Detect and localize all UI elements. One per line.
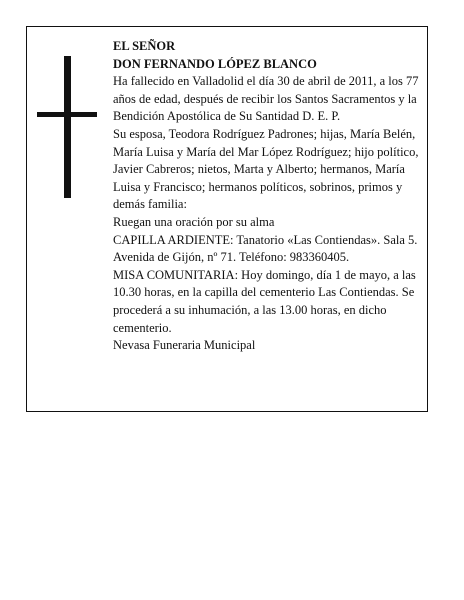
cross-vertical-bar bbox=[64, 56, 71, 198]
deceased-name: DON FERNANDO LÓPEZ BLANCO bbox=[113, 56, 317, 71]
funeral-chapel-details: CAPILLA ARDIENTE: Tanatorio «Las Contiendas». Sala 5. Avenida de Gijón, nº 71. Teléfono: 983360405. bbox=[113, 232, 418, 265]
cross-horizontal-bar bbox=[37, 112, 97, 117]
mass-and-burial-details: MISA COMUNITARIA: Hoy domingo, día 1 de mayo, a las 10.30 horas, en la capilla del cementerio Las Contiendas. Se procederá a su inhumación, a las 13.00 horas, en dicho cementerio. bbox=[113, 267, 416, 335]
obituary-notice bbox=[26, 26, 428, 412]
cross-icon bbox=[37, 56, 97, 198]
funeral-home: Nevasa Funeraria Municipal bbox=[113, 338, 256, 353]
family-members: Su esposa, Teodora Rodríguez Padrones; hijas, María Belén, María Luisa y María del Mar López Rodríguez; hijo político, Javier Cabreros; nietos, Marta y Alberto; hermanos, María Luisa y Francisco; hermanos políticos, sobrinos, primos y demás familia: bbox=[113, 126, 419, 212]
death-announcement: Ha fallecido en Valladolid el día 30 de abril de 2011, a los 77 años de edad, después de recibir los Santos Sacramentos y la Bendición Apostólica de Su Santidad D. E. P. bbox=[113, 74, 419, 124]
prayer-request: Ruegan una oración por su alma bbox=[113, 214, 275, 229]
obituary-text bbox=[113, 38, 421, 355]
title-line-1: EL SEÑOR bbox=[113, 39, 176, 53]
